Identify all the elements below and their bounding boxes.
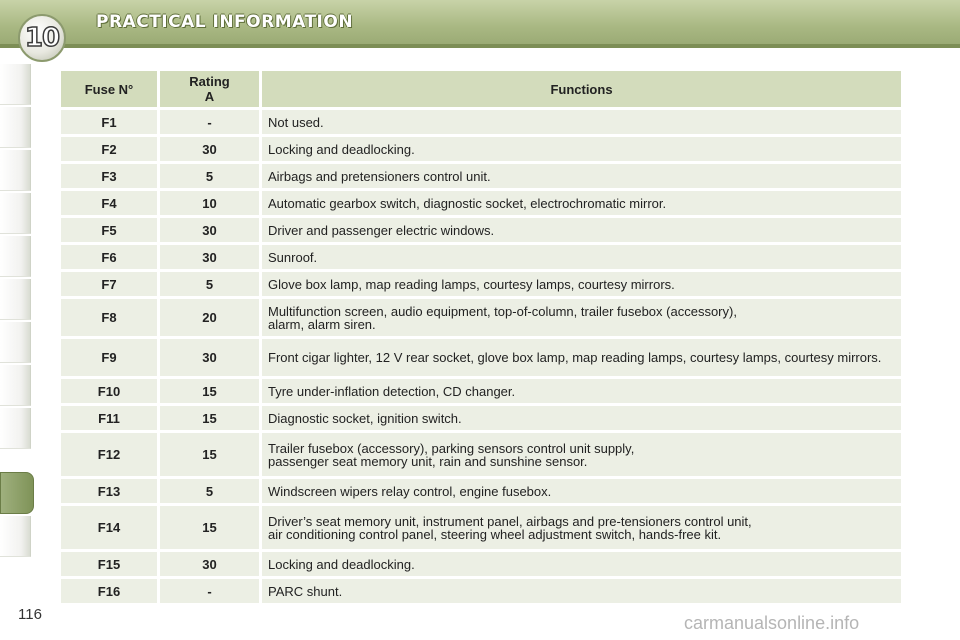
fuse-number: F3: [61, 164, 157, 188]
fuse-function: Locking and deadlocking.: [262, 137, 901, 161]
fuse-number: F8: [61, 299, 157, 336]
fuse-table: [58, 68, 904, 606]
table-row: [61, 191, 901, 215]
chapter-tab[interactable]: [0, 193, 31, 234]
fuse-number: F11: [61, 406, 157, 430]
fuse-function: Sunroof.: [262, 245, 901, 269]
fuse-number: F1: [61, 110, 157, 134]
table-row: [61, 579, 901, 603]
column-header-rating: Rating A: [160, 71, 259, 107]
fuse-number: F4: [61, 191, 157, 215]
fuse-number: F13: [61, 479, 157, 503]
fuse-rating: 15: [160, 379, 259, 403]
chapter-tab[interactable]: [0, 279, 31, 320]
fuse-number: F7: [61, 272, 157, 296]
fuse-number: F5: [61, 218, 157, 242]
fuse-function: Glove box lamp, map reading lamps, courtesy lamps, courtesy mirrors.: [262, 272, 901, 296]
table-row: [61, 479, 901, 503]
fuse-function: Locking and deadlocking.: [262, 552, 901, 576]
chapter-tab[interactable]: [0, 236, 31, 277]
fuse-rating: -: [160, 579, 259, 603]
fuse-rating: 5: [160, 272, 259, 296]
chapter-tab[interactable]: [0, 107, 31, 148]
table-header-row: [61, 71, 901, 107]
fuse-rating: 15: [160, 433, 259, 476]
column-header-functions: Functions: [262, 71, 901, 107]
fuse-rating: -: [160, 110, 259, 134]
page-number: 116: [18, 606, 42, 623]
chapter-tab[interactable]: [0, 516, 31, 557]
fuse-rating: 5: [160, 479, 259, 503]
page-title: PRACTICAL INFORMATION: [96, 12, 354, 32]
table-row: [61, 110, 901, 134]
table-row: [61, 433, 901, 476]
chapter-badge: [18, 14, 66, 62]
table-row: [61, 218, 901, 242]
fuse-rating: 30: [160, 218, 259, 242]
fuse-function: Windscreen wipers relay control, engine fusebox.: [262, 479, 901, 503]
fuse-function: Tyre under-inflation detection, CD changer.: [262, 379, 901, 403]
fuse-function: Driver’s seat memory unit, instrument panel, airbags and pre-tensioners control unit, air conditioning control panel, steering wheel adjustment switch, hands-free kit.: [262, 506, 901, 549]
fuse-rating: 10: [160, 191, 259, 215]
fuse-number: F10: [61, 379, 157, 403]
table-row: [61, 506, 901, 549]
table-row: [61, 339, 901, 376]
chapter-tab[interactable]: [0, 365, 31, 406]
fuse-rating: 20: [160, 299, 259, 336]
fuse-rating: 30: [160, 245, 259, 269]
table-row: [61, 379, 901, 403]
table-row: [61, 164, 901, 188]
fuse-function: Diagnostic socket, ignition switch.: [262, 406, 901, 430]
fuse-function: Driver and passenger electric windows.: [262, 218, 901, 242]
fuse-rating: 30: [160, 339, 259, 376]
fuse-rating: 30: [160, 552, 259, 576]
column-header-fuse: Fuse N°: [61, 71, 157, 107]
chapter-tab[interactable]: [0, 408, 31, 449]
fuse-number: F2: [61, 137, 157, 161]
header-divider: [0, 44, 960, 48]
chapter-tab[interactable]: [0, 322, 31, 363]
chapter-number: 10: [24, 23, 60, 53]
fuse-function: PARC shunt.: [262, 579, 901, 603]
fuse-function: Trailer fusebox (accessory), parking sensors control unit supply, passenger seat memory unit, rain and sunshine sensor.: [262, 433, 901, 476]
table-row: [61, 299, 901, 336]
fuse-number: F16: [61, 579, 157, 603]
table-row: [61, 272, 901, 296]
fuse-rating: 15: [160, 506, 259, 549]
fuse-rating: 5: [160, 164, 259, 188]
table-row: [61, 552, 901, 576]
fuse-number: F15: [61, 552, 157, 576]
fuse-function: Not used.: [262, 110, 901, 134]
fuse-function: Automatic gearbox switch, diagnostic socket, electrochromatic mirror.: [262, 191, 901, 215]
table-row: [61, 245, 901, 269]
chapter-tab-active[interactable]: [0, 472, 34, 514]
fuse-number: F12: [61, 433, 157, 476]
fuse-rating: 15: [160, 406, 259, 430]
fuse-number: F14: [61, 506, 157, 549]
chapter-tab[interactable]: [0, 150, 31, 191]
fuse-number: F6: [61, 245, 157, 269]
table-row: [61, 406, 901, 430]
fuse-number: F9: [61, 339, 157, 376]
fuse-function: Multifunction screen, audio equipment, top-of-column, trailer fusebox (accessory), alarm, alarm siren.: [262, 299, 901, 336]
table-row: [61, 137, 901, 161]
chapter-tabs: [0, 64, 34, 576]
fuse-function: Front cigar lighter, 12 V rear socket, glove box lamp, map reading lamps, courtesy lamps, courtesy mirrors.: [262, 339, 901, 376]
fuse-function: Airbags and pretensioners control unit.: [262, 164, 901, 188]
watermark: carmanualsonline.info: [684, 613, 860, 633]
fuse-rating: 30: [160, 137, 259, 161]
chapter-tab[interactable]: [0, 64, 31, 105]
